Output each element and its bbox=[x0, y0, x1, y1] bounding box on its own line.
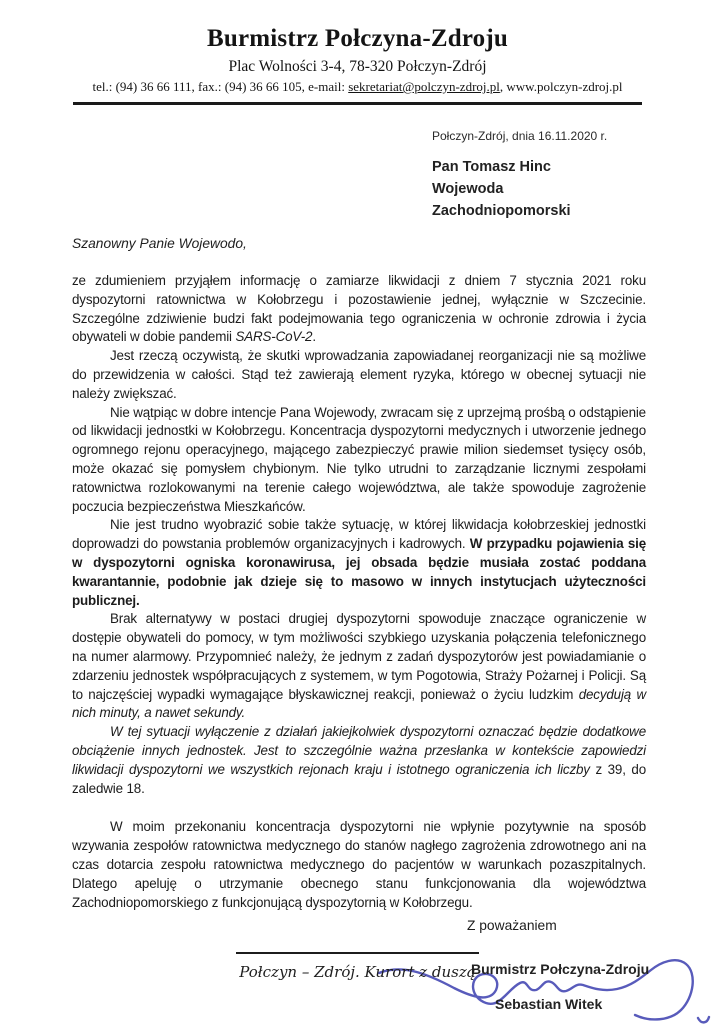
paragraph-1-period: . bbox=[312, 329, 316, 345]
letterhead-contact-suffix: , www.polczyn-zdroj.pl bbox=[499, 79, 623, 94]
letter-body bbox=[72, 272, 646, 912]
paragraph-4-text: Nie jest trudno wyobrazić sobie także sytuację, w której likwidacja kołobrzeskiej jednostki doprowadzi do powstania problemów organizacyjnych i kadrowych. bbox=[72, 517, 646, 552]
letterhead-title: Burmistrz Połczyna-Zdroju bbox=[206, 25, 509, 52]
paragraph-3: Nie wątpiąc w dobre intencje Pana Wojewody, zwracam się z uprzejmą prośbą o odstąpienie od likwidacji jednostki w Kołobrzegu. Koncentracja dyspozytorni medycznych i utworzenie jednego ogromnego rejonu operacyjnego, mającego zabezpieczyć prawie milion siedemset tysięcy osób, może okazać się pomysłem chybionym. Nie tylko utrudni to zarządzanie licznymi zespołami ratownictwa rozlokowanymi na terenie całego województwa, ale także spowoduje zagrożenie poczucia bezpieczeństwa Mieszkańców. bbox=[72, 404, 646, 514]
letterhead-address: Plac Wolności 3-4, 78-320 Połczyn-Zdrój bbox=[228, 58, 487, 75]
paragraph-5-italic: decydują w nich minuty, a nawet sekundy. bbox=[72, 686, 646, 721]
page-footer bbox=[0, 952, 715, 981]
footer-slogan: Połczyn – Zdrój. Kurort z duszą bbox=[239, 963, 476, 981]
recipient-role: Wojewoda Zachodniopomorski bbox=[432, 181, 571, 219]
dateline: Połczyn-Zdrój, dnia 16.11.2020 r. bbox=[432, 129, 608, 143]
signer-title: Burmistrz Połczyna-Zdroju bbox=[471, 961, 650, 978]
letterhead-contact bbox=[0, 78, 715, 96]
paragraph-1-virus-name: SARS-CoV-2 bbox=[235, 329, 313, 345]
letter-column bbox=[72, 128, 650, 1024]
paragraph-5 bbox=[72, 610, 646, 723]
closing-phrase: Z poważaniem bbox=[467, 918, 557, 934]
paragraph-7: W moim przekonaniu koncentracja dyspozytorni nie wpłynie pozytywnie na sposób wzywania zespołów ratownictwa medycznego do stanów nagłego zagrożenia zdrowotnego ani na czas dotarcia zespołu ratownictwa medycznego do pacjentów w warunkach pozaszpitalnych. Dlatego apeluję o utrzymanie obecnego stanu funkcjonowania dla województwa Zachodniopomorskiego z funkcjonującą dyspozytornią w Kołobrzegu. bbox=[72, 819, 646, 910]
paragraph-2: Jest rzeczą oczywistą, że skutki wprowadzania zapowiadanej reorganizacji nie są możliwe do przewidzenia w całości. Stąd też zawierają element ryzyka, którego w obecnej sytuacji nie należy zwiększać. bbox=[72, 348, 646, 401]
paragraph-5-text: Brak alternatywy w postaci drugiej dyspozytorni spowoduje znaczące ograniczenie w dostępie obywateli do pomocy, w tym możliwości szybkiego uzyskania połączenia telefonicznego na numer alarmowy. Przypomnieć należy, że jednym z zadań dyspozytorów jest powiadamianie o zdarzeniu jednostek współpracujących z systemem, w tym Pogotowia, Straży Pożarnej i Policji. Są to najczęściej wypadki wymagające błyskawicznej reakcji, ponieważ o życiu ludzkim bbox=[72, 611, 646, 702]
paragraph-6 bbox=[72, 723, 646, 798]
letterhead-email-link[interactable]: sekretariat@polczyn-zdroj.pl bbox=[348, 79, 500, 94]
salutation: Szanowny Panie Wojewodo, bbox=[72, 236, 247, 251]
paragraph-4-bold-warning: W przypadku pojawienia się w dyspozytorni ogniska koronawirusa, jej obsada będzie musiała zostać poddana kwarantannie, podobnie jak dzieje się to masowo w innych instytucjach użyteczności publicznej. bbox=[72, 536, 646, 608]
recipient-block bbox=[432, 156, 646, 222]
paragraph-1-text: ze zdumieniem przyjąłem informację o zamiarze likwidacji z dniem 7 stycznia 2021 roku dyspozytorni ratownictwa w Kołobrzegu i pozostawienie jednej, wyłącznie w Szczecinie. Szczególne zdziwienie budzi fakt podejmowania tego ograniczenia w ochronie zdrowia i życia obywateli w dobie pandemii bbox=[72, 273, 646, 345]
letterhead-contact-prefix: tel.: (94) 36 66 111, fax.: (94) 36 66 105, e-mail: bbox=[92, 79, 349, 94]
paragraph-4 bbox=[72, 516, 646, 610]
footer-divider bbox=[236, 952, 479, 954]
recipient-name: Pan Tomasz Hinc bbox=[432, 159, 551, 175]
letterhead-divider bbox=[73, 102, 642, 105]
signer-name: Sebastian Witek bbox=[495, 996, 603, 1013]
letterhead bbox=[0, 0, 715, 105]
paragraph-1 bbox=[72, 272, 646, 347]
paragraph-6-numbers: z 39, do zaledwie 18. bbox=[72, 761, 646, 796]
paragraph-6-italic: W tej sytuacji wyłączenie z działań jakiejkolwiek dyspozytorni oznaczać będzie dodatkowe obciążenie innych jednostek. Jest to szczególnie ważna przesłanka w kontekście zapowiedzi likwidacji dyspozytorni we wszystkich rejonach kraju i istotnego ograniczenia ich liczby bbox=[72, 724, 646, 777]
